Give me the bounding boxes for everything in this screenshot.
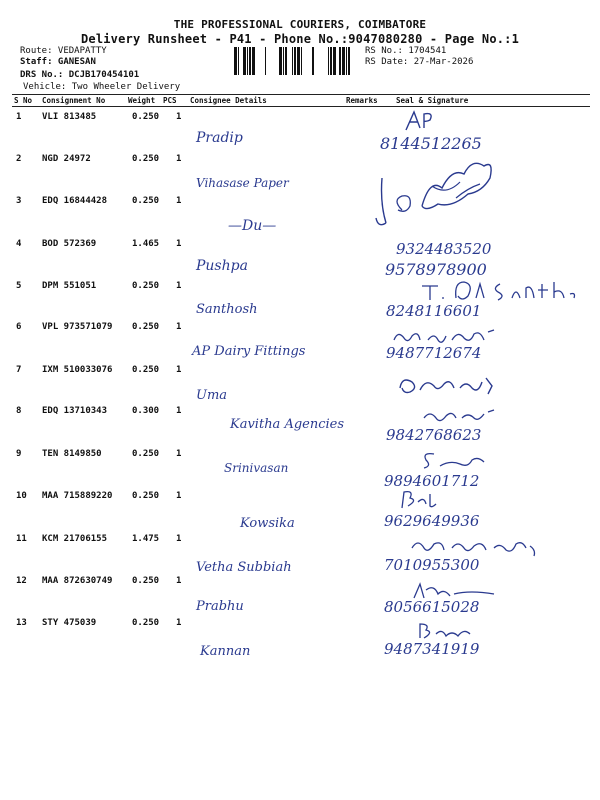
row-sno: 5 — [16, 281, 22, 291]
company-title: THE PROFESSIONAL COURIERS, COIMBATORE — [173, 18, 427, 31]
row-consignee-handwritten: Kannan — [200, 644, 251, 659]
row-phone-handwritten: 9894601712 — [384, 472, 480, 490]
barcode-bar — [292, 47, 293, 75]
row-pcs: 1 — [176, 322, 182, 332]
row-sno: 12 — [16, 576, 27, 586]
row-pcs: 1 — [176, 618, 182, 628]
row-sno: 11 — [16, 534, 27, 544]
col-consignee-header: Consignee Details — [190, 96, 267, 105]
row-sno: 1 — [16, 112, 22, 122]
row-consignment-no: NGD 24972 — [42, 154, 91, 164]
barcode-bar — [339, 47, 341, 75]
row-sno: 9 — [16, 449, 22, 459]
barcode-bar — [294, 47, 296, 75]
row-sno: 8 — [16, 406, 22, 416]
row-phone-handwritten: 8248116601 — [386, 302, 482, 320]
row-consignee-handwritten: Prabhu — [196, 599, 244, 614]
signature-scrawl-tamil-row11 — [408, 536, 538, 558]
barcode-bar — [333, 47, 336, 75]
row-sno: 4 — [16, 239, 22, 249]
col-weight-header: Weight — [128, 96, 156, 105]
barcode-bar — [346, 47, 347, 75]
row-pcs: 1 — [176, 112, 182, 122]
row-pcs: 1 — [176, 406, 182, 416]
row-weight: 0.250 — [132, 618, 160, 628]
header-top-rule — [12, 94, 590, 95]
rs-date: RS Date: 27-Mar-2026 — [365, 57, 474, 67]
signature-scrawl-row1 — [400, 108, 440, 134]
barcode-image — [234, 47, 358, 75]
row-pcs: 1 — [176, 239, 182, 249]
row-sno: 10 — [16, 491, 27, 501]
row-consignee-handwritten: AP Dairy Fittings — [192, 344, 306, 359]
row-weight: 0.250 — [132, 576, 160, 586]
row-sno: 3 — [16, 196, 22, 206]
row-consignment-no: VPL 973571079 — [42, 322, 113, 332]
row-consignee-handwritten: Santhosh — [196, 302, 258, 317]
col-sno-header: S No — [14, 96, 33, 105]
barcode-bar — [243, 47, 246, 75]
row-consignee-handwritten: Pushpa — [196, 258, 248, 274]
barcode-bar — [328, 47, 329, 75]
signature-scrawl-tamil-row6 — [390, 326, 500, 348]
row-weight: 0.250 — [132, 322, 160, 332]
row-pcs: 1 — [176, 534, 182, 544]
row-phone-handwritten: 8056615028 — [384, 598, 480, 616]
row-phone-handwritten: 9487712674 — [386, 344, 482, 362]
row-consignment-no: MAA 872630749 — [42, 576, 113, 586]
col-remarks-header: Remarks — [346, 96, 378, 105]
row-consignee-handwritten: Vetha Subbiah — [196, 560, 292, 575]
row-consignee-handwritten: Srinivasan — [224, 461, 289, 475]
row-pcs: 1 — [176, 576, 182, 586]
barcode-bar — [238, 47, 239, 75]
row-consignee-handwritten: Pradip — [196, 130, 243, 146]
row-pcs: 1 — [176, 365, 182, 375]
row-weight: 0.250 — [132, 491, 160, 501]
row-phone-handwritten: 9629649936 — [384, 512, 480, 530]
row-consignee-handwritten: Kowsika — [240, 516, 295, 531]
row-phone-handwritten: 9578978900 — [385, 260, 487, 279]
row-consignment-no: EDQ 16844428 — [42, 196, 108, 206]
row-consignment-no: BOD 572369 — [42, 239, 97, 249]
row-pcs: 1 — [176, 491, 182, 501]
row-weight: 0.250 — [132, 154, 160, 164]
row-weight: 0.250 — [132, 281, 160, 291]
signature-scrawl-tamil-row7 — [396, 372, 496, 398]
signature-scrawl-row5 — [420, 276, 580, 304]
barcode-bar — [297, 47, 300, 75]
row-sno: 13 — [16, 618, 27, 628]
signature-scrawl-row10 — [398, 488, 438, 512]
row-consignment-no: IXM 510033076 — [42, 365, 113, 375]
col-seal-header: Seal & Signature — [396, 96, 469, 105]
barcode-bar — [342, 47, 345, 75]
row-consignment-no: EDQ 13710343 — [42, 406, 108, 416]
barcode-bar — [283, 47, 284, 75]
header-bottom-rule — [12, 106, 590, 107]
row-weight: 0.250 — [132, 112, 160, 122]
row-phone-handwritten: 9487341919 — [384, 640, 480, 658]
col-consignment-header: Consignment No — [42, 96, 106, 105]
row-weight: 0.250 — [132, 365, 160, 375]
drs-label: DRS No.: DCJB170454101 — [20, 70, 140, 80]
signature-scrawl-row13 — [414, 620, 474, 642]
row-pcs: 1 — [176, 196, 182, 206]
row-phone-handwritten: 7010955300 — [384, 556, 480, 574]
row-consignee-handwritten: —Du— — [228, 218, 277, 234]
row-pcs: 1 — [176, 281, 182, 291]
row-consignment-no: TEN 8149850 — [42, 449, 102, 459]
barcode-bar — [301, 47, 302, 75]
row-consignee-handwritten: Uma — [196, 388, 228, 403]
barcode-bar — [234, 47, 237, 75]
signature-scrawl-large — [372, 148, 512, 240]
row-weight: 0.250 — [132, 449, 160, 459]
row-sno: 7 — [16, 365, 22, 375]
barcode-bar — [312, 47, 314, 75]
barcode-bar — [247, 47, 248, 75]
row-consignment-no: KCM 21706155 — [42, 534, 108, 544]
row-consignment-no: VLI 813485 — [42, 112, 97, 122]
runsheet-subtitle: Delivery Runsheet - P41 - Phone No.:9047080280 - Page No.:1 — [80, 32, 520, 46]
row-consignment-no: STY 475039 — [42, 618, 97, 628]
row-weight: 1.475 — [132, 534, 160, 544]
signature-scrawl-tamil-row8 — [420, 406, 500, 426]
barcode-bar — [252, 47, 255, 75]
row-weight: 0.250 — [132, 196, 160, 206]
staff-label: Staff: GANESAN — [20, 57, 96, 67]
rs-number: RS No.: 1704541 — [365, 46, 447, 56]
row-consignment-no: DPM 551051 — [42, 281, 97, 291]
row-sno: 2 — [16, 154, 22, 164]
signature-scrawl-row9 — [420, 448, 490, 472]
barcode-bar — [348, 47, 350, 75]
barcode-bar — [285, 47, 287, 75]
row-pcs: 1 — [176, 449, 182, 459]
vehicle-label: Vehicle: Two Wheeler Delivery — [23, 82, 181, 92]
row-consignment-no: MAA 715889220 — [42, 491, 113, 501]
row-pcs: 1 — [176, 154, 182, 164]
row-consignee-handwritten: Kavitha Agencies — [230, 417, 345, 432]
row-phone-handwritten: 8144512265 — [380, 134, 482, 153]
route-label: Route: VEDAPATTY — [20, 46, 107, 56]
row-weight: 1.465 — [132, 239, 160, 249]
row-weight: 0.300 — [132, 406, 160, 416]
barcode-bar — [265, 47, 266, 75]
barcode-bar — [330, 47, 332, 75]
signature-scrawl-row12 — [410, 580, 500, 602]
row-phone-handwritten: 9842768623 — [386, 426, 482, 444]
row-consignee-handwritten: Vihasase Paper — [196, 176, 289, 190]
barcode-bar — [249, 47, 251, 75]
row-phone-handwritten: 9324483520 — [396, 240, 492, 258]
col-pcs-header: PCS — [163, 96, 177, 105]
row-sno: 6 — [16, 322, 22, 332]
barcode-bar — [279, 47, 282, 75]
